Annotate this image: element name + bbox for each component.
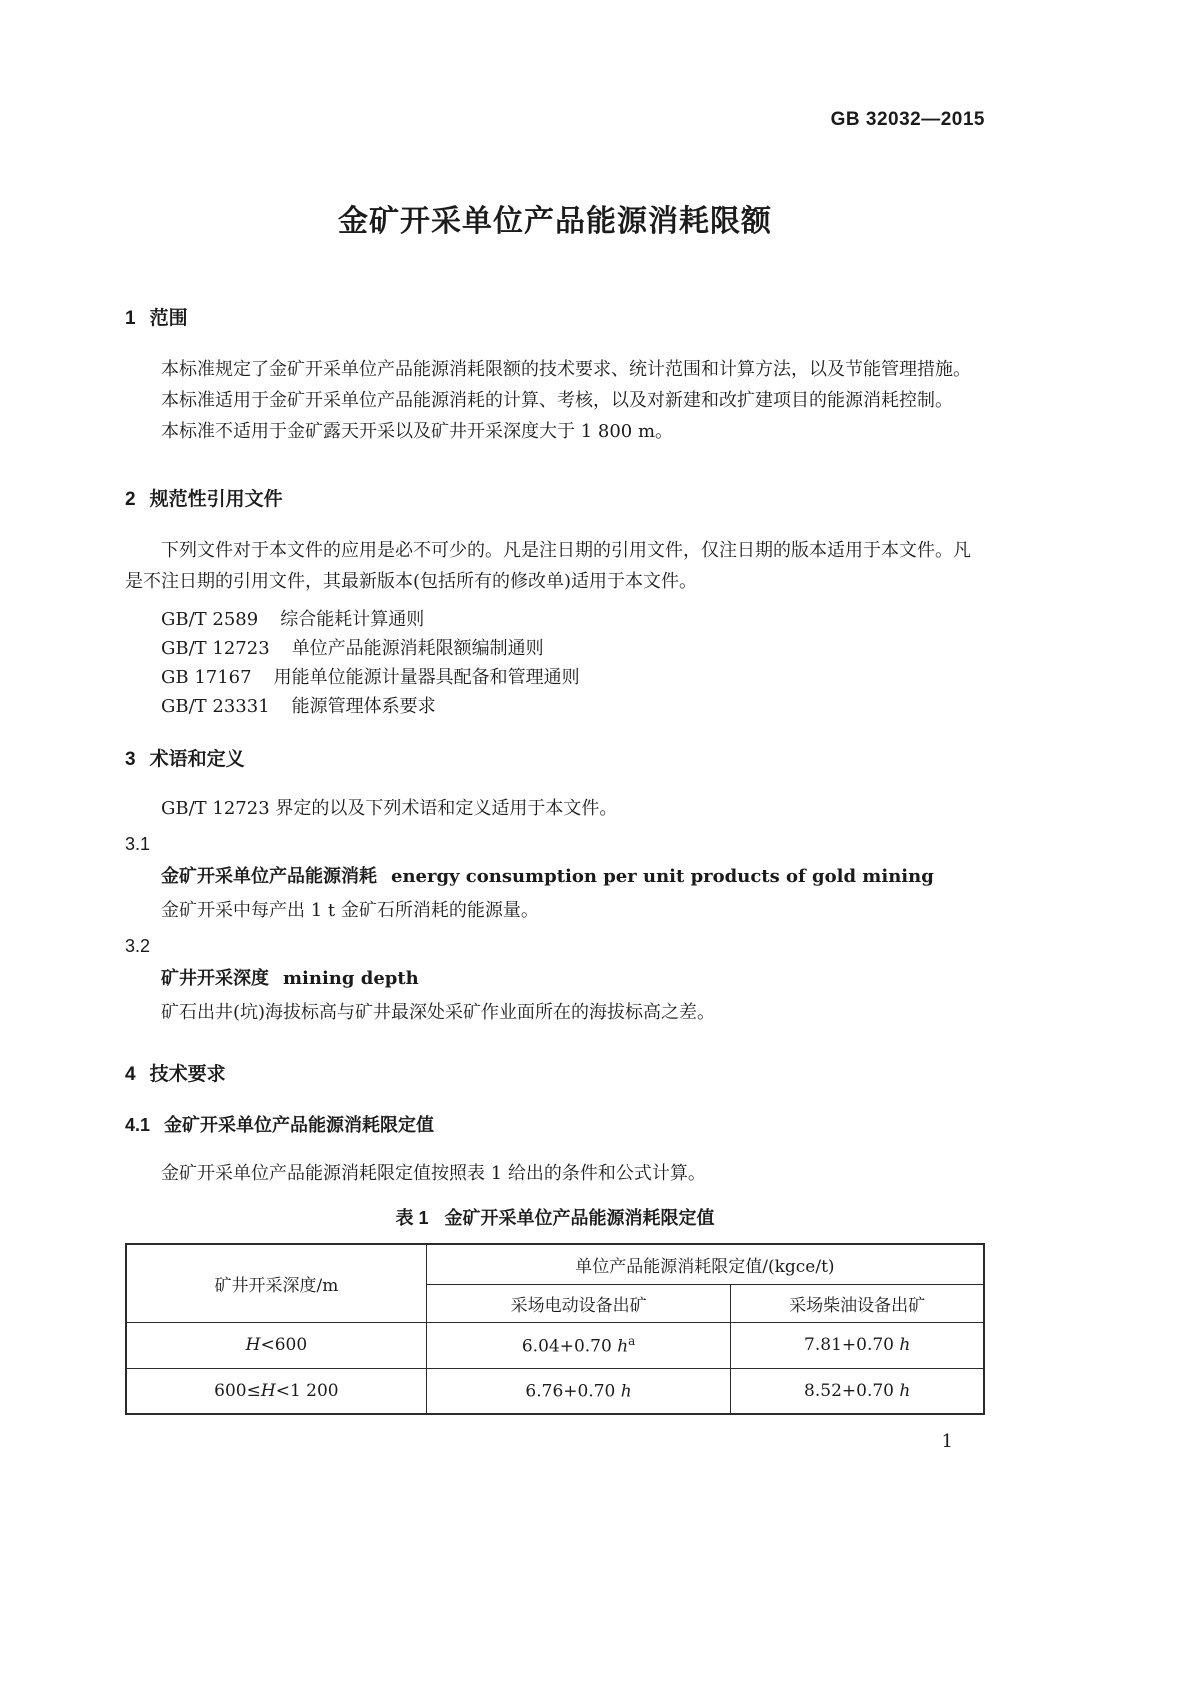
table-caption: [125, 1205, 985, 1231]
term-english: energy consumption per unit products of gold mining: [391, 866, 934, 887]
section-3-number: 3: [125, 749, 136, 770]
clause-3-2-number: 3.2: [125, 936, 151, 956]
table-row: [126, 1322, 984, 1368]
reference-code: GB/T 2589: [161, 609, 259, 630]
cell-electric-formula: 6.76+0.70 h: [426, 1368, 731, 1414]
cell-diesel-formula: 7.81+0.70 h: [731, 1322, 984, 1368]
reference-title: 能源管理体系要求: [291, 696, 436, 717]
page-number: 1: [941, 1431, 953, 1452]
paragraph: 本标准规定了金矿开采单位产品能源消耗限额的技术要求、统计范围和计算方法，以及节能管理措施。: [161, 359, 971, 380]
cell-depth: 600≤H<1 200: [126, 1368, 426, 1414]
paragraph: 金矿开采单位产品能源消耗限定值按照表 1 给出的条件和公式计算。: [161, 1163, 706, 1184]
term-chinese: 矿井开采深度: [161, 968, 269, 988]
section-4-number: 4: [125, 1064, 136, 1085]
cell-diesel-formula: 8.52+0.70 h: [731, 1368, 984, 1414]
cell-electric-formula: 6.04+0.70 $h^a$: [426, 1322, 731, 1368]
section-1-heading: [125, 306, 985, 332]
section-4-1-heading: [125, 1112, 985, 1138]
reference-code: GB/T 12723: [161, 638, 270, 659]
section-1-number: 1: [125, 308, 136, 329]
reference-title: 用能单位能源计量器具配备和管理通则: [273, 667, 580, 688]
section-scope: [125, 306, 985, 447]
section-2-heading: [125, 487, 985, 513]
section-technical-requirements: [125, 1062, 985, 1189]
table-header-row: [126, 1244, 984, 1284]
footnote-marker: a: [628, 1333, 636, 1348]
column-header-diesel: 采场柴油设备出矿: [731, 1284, 984, 1322]
reference-title: 综合能耗计算通则: [280, 609, 425, 630]
clause-3-1-number: 3.1: [125, 834, 151, 854]
column-header-depth: 矿井开采深度/m: [126, 1244, 426, 1322]
reference-item: [125, 663, 985, 692]
column-header-electric: 采场电动设备出矿: [426, 1284, 731, 1322]
section-3-label: 术语和定义: [149, 749, 245, 770]
reference-code: GB 17167: [161, 667, 252, 688]
section-4-1-label: 金矿开采单位产品能源消耗限定值: [164, 1115, 435, 1135]
column-header-limit: 单位产品能源消耗限定值/(kgce/t): [426, 1244, 984, 1284]
table-energy-limits: [125, 1243, 985, 1415]
reference-list: [125, 605, 985, 721]
section-4-1-number: 4.1: [125, 1115, 151, 1135]
section-4-heading: [125, 1062, 985, 1088]
term-entry: [125, 964, 985, 993]
table-row: [126, 1368, 984, 1414]
paragraph: GB/T 12723 界定的以及下列术语和定义适用于本文件。: [161, 798, 618, 819]
paragraph: 下列文件对于本文件的应用是必不可少的。凡是注日期的引用文件，仅注日期的版本适用于本文件。凡是不注日期的引用文件，其最新版本(包括所有的修改单)适用于本文件。: [125, 540, 971, 592]
reference-title: 单位产品能源消耗限额编制通则: [291, 638, 544, 659]
term-entry: [125, 862, 985, 891]
table-caption-label: 表 1: [395, 1208, 429, 1228]
cell-depth: H<600: [126, 1322, 426, 1368]
reference-code: GB/T 23331: [161, 696, 270, 717]
section-4-label: 技术要求: [149, 1064, 226, 1085]
term-chinese: 金矿开采单位产品能源消耗: [161, 866, 377, 886]
page-title: 金矿开采单位产品能源消耗限额: [338, 205, 772, 238]
table-caption-title: 金矿开采单位产品能源消耗限定值: [444, 1208, 715, 1228]
term-definition: 金矿开采中每产出 1 t 金矿石所消耗的能源量。: [161, 900, 539, 921]
paragraph: 本标准不适用于金矿露天开采以及矿井开采深度大于 1 800 m。: [161, 421, 674, 442]
section-1-label: 范围: [149, 308, 188, 329]
term-english: mining depth: [283, 968, 419, 989]
term-definition: 矿石出井(坑)海拔标高与矿井最深处采矿作业面所在的海拔标高之差。: [161, 1002, 716, 1023]
reference-item: [125, 605, 985, 634]
paragraph: 本标准适用于金矿开采单位产品能源消耗的计算、考核，以及对新建和改扩建项目的能源消耗控制。: [161, 390, 953, 411]
section-2-number: 2: [125, 489, 136, 510]
section-normative-references: [125, 487, 985, 721]
reference-item: [125, 634, 985, 663]
reference-item: [125, 692, 985, 721]
section-2-label: 规范性引用文件: [149, 489, 283, 510]
standard-number: GB 32032—2015: [830, 109, 985, 130]
section-terms-definitions: [125, 747, 985, 1028]
section-3-heading: [125, 747, 985, 773]
